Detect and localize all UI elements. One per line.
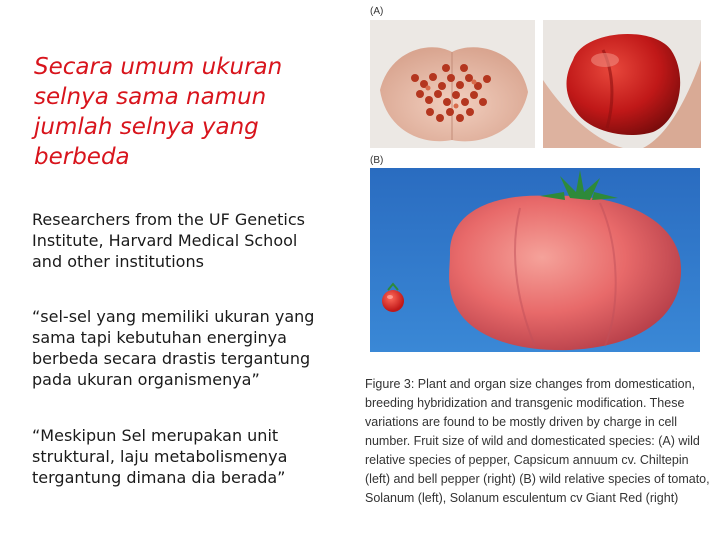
paragraph-quote-2: “Meskipun Sel merupakan unit struktural, laju metabolismenya tergantung dimana dia berada” xyxy=(32,426,288,487)
photo-tomatoes xyxy=(370,168,700,352)
figure-label-a: (A) xyxy=(370,6,384,17)
figure-caption: Figure 3: Plant and organ size changes from domestication, breeding hybridization and transgenic modification. These variations are found to be mostly driven by charge in cell number. Fruit size of wild and domesticated species: (A) wild relative species of pepper, Capsicum annuum cv. Chiltepin (left) and bell pepper (right) (B) wild relative species of tomato, Solanum (left), Solanum esculentum cv Giant Red (right) xyxy=(365,377,710,505)
photo-chiltepin-peppers xyxy=(370,20,535,148)
slide-heading: Secara umum ukuran selnya sama namun jumlah selnya yang berbeda xyxy=(34,54,283,170)
figure-label-b: (B) xyxy=(370,155,384,166)
paragraph-quote-1: “sel-sel yang memiliki ukuran yang sama tapi kebutuhan energinya berbeda secara drastis tergantung pada ukuran organismenya” xyxy=(32,307,315,389)
paragraph-researchers: Researchers from the UF Genetics Institute, Harvard Medical School and other institutions xyxy=(32,210,305,271)
photo-bell-pepper xyxy=(543,20,701,148)
